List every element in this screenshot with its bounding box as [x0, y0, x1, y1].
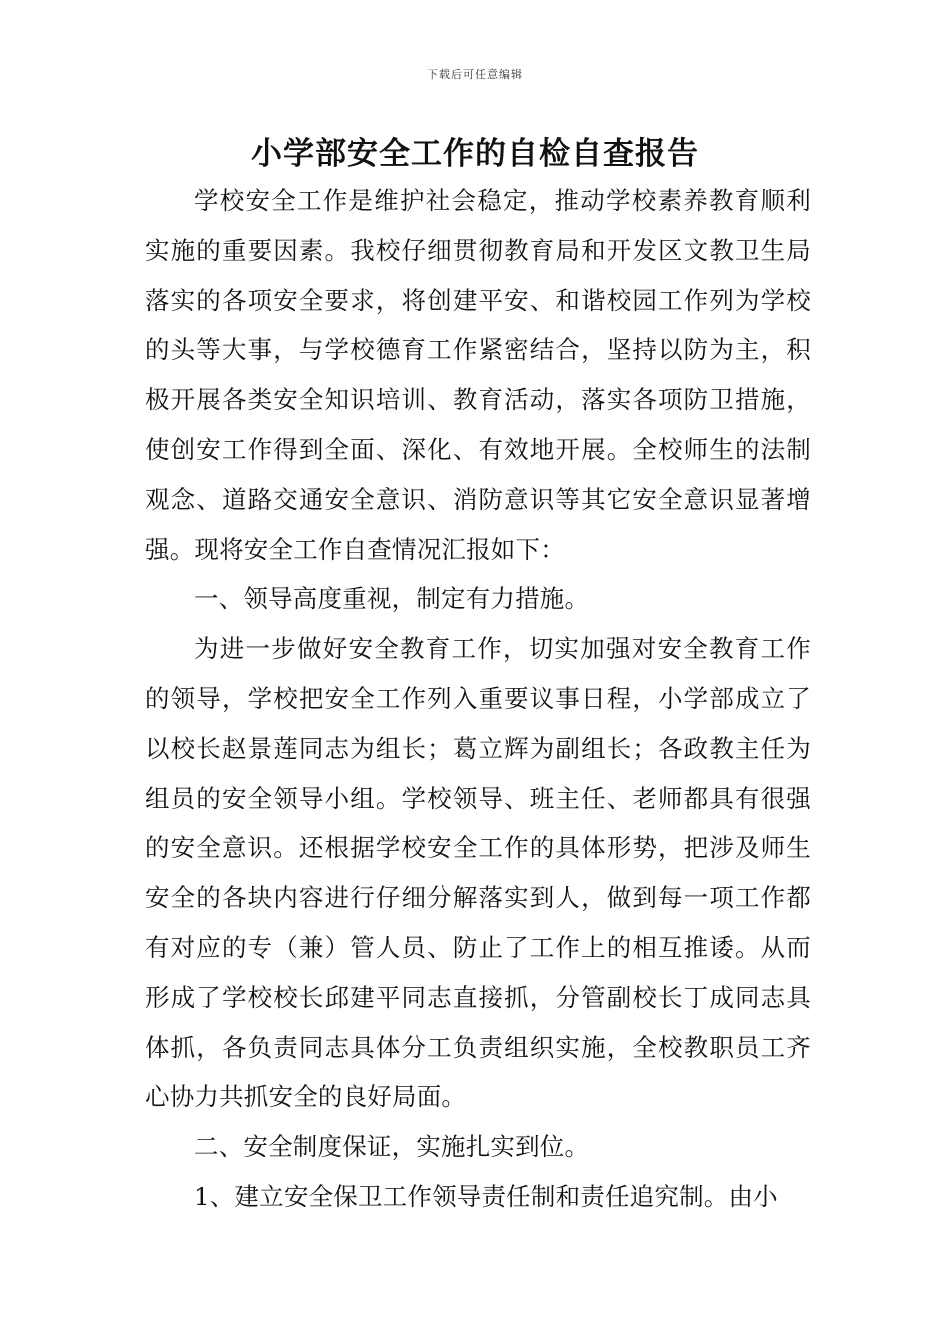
document-body — [145, 176, 811, 1222]
section-heading-2: 二、安全制度保证，实施扎实到位。 — [194, 1132, 590, 1162]
paragraph-item-1: 1、建立安全保卫工作领导责任制和责任追究制。由小 — [194, 1181, 778, 1211]
section-heading-1: 一、领导高度重视，制定有力措施。 — [194, 584, 590, 614]
header-note: 下载后可任意编辑 — [427, 68, 523, 81]
document-title: 小学部安全工作的自检自查报告 — [251, 136, 699, 172]
paragraph-leadership: 为进一步做好安全教育工作，切实加强对安全教育工作的领导，学校把安全工作列入重要议事日程，小学部成立了以校长赵景莲同志为组长；葛立辉为副组长；各政教主任为组员的安全领导小组。学校领导、班主任、老师都具有很强的安全意识。还根据学校安全工作的具体形势，把涉及师生安全的各块内容进行仔细分解落实到人，做到每一项工作都有对应的专（兼）管人员、防止了工作上的相互推诿。从而形成了学校校长邱建平同志直接抓，分管副校长丁成同志具体抓，各负责同志具体分工负责组织实施，全校教职员工齐心协力共抓安全的良好局面。 — [145, 634, 811, 1112]
paragraph-intro: 学校安全工作是维护社会稳定，推动学校素养教育顺利实施的重要因素。我校仔细贯彻教育局和开发区文教卫生局落实的各项安全要求，将创建平安、和谐校园工作列为学校的头等大事，与学校德育工作紧密结合，坚持以防为主，积极开展各类安全知识培训、教育活动，落实各项防卫措施，使创安工作得到全面、深化、有效地开展。全校师生的法制观念、道路交通安全意识、消防意识等其它安全意识显著增强。现将安全工作自查情况汇报如下： — [145, 186, 811, 564]
